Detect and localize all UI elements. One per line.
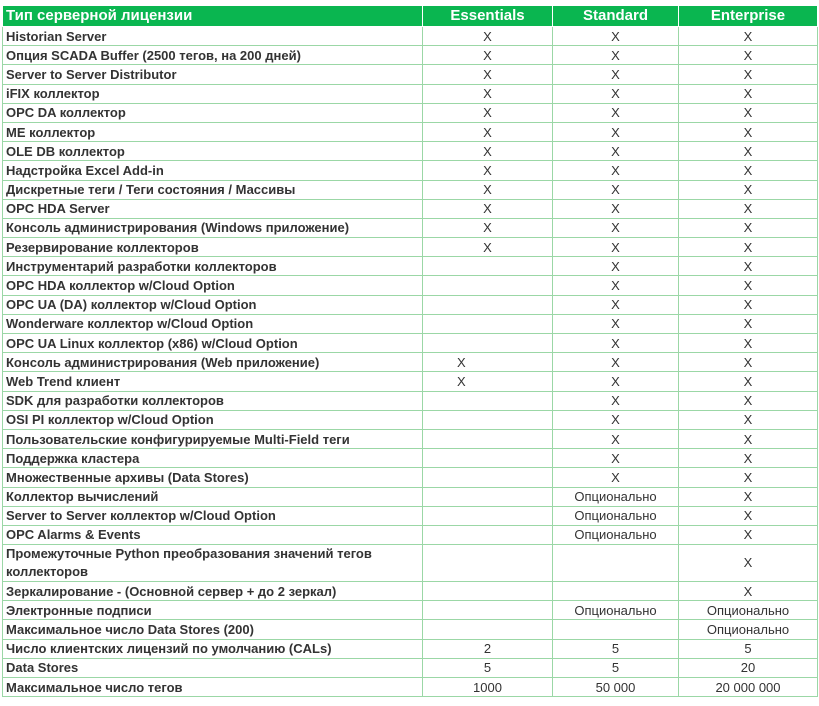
- essentials-cell: [423, 410, 553, 429]
- feature-name-cell: Резервирование коллекторов: [3, 238, 423, 257]
- enterprise-cell: X: [679, 545, 818, 582]
- feature-name-cell: Инструментарий разработки коллекторов: [3, 257, 423, 276]
- standard-cell: X: [553, 46, 679, 65]
- standard-cell: X: [553, 372, 679, 391]
- table-row: [3, 103, 818, 122]
- standard-cell: Опционально: [553, 506, 679, 525]
- standard-cell: X: [553, 142, 679, 161]
- feature-name-cell: Historian Server: [3, 27, 423, 46]
- enterprise-cell: X: [679, 449, 818, 468]
- enterprise-cell: X: [679, 582, 818, 601]
- table-row: [3, 122, 818, 141]
- enterprise-cell: X: [679, 506, 818, 525]
- feature-name-cell: Пользовательские конфигурируемые Multi-Field теги: [3, 429, 423, 448]
- enterprise-cell: X: [679, 122, 818, 141]
- license-comparison-table-wrapper: [2, 5, 817, 697]
- header-enterprise: Enterprise: [679, 6, 818, 27]
- feature-name-cell: Web Trend клиент: [3, 372, 423, 391]
- table-row: [3, 582, 818, 601]
- table-row: [3, 449, 818, 468]
- enterprise-cell: X: [679, 238, 818, 257]
- enterprise-cell: 20 000 000: [679, 678, 818, 697]
- essentials-cell: [423, 449, 553, 468]
- feature-name-cell: Число клиентских лицензий по умолчанию (CALs): [3, 639, 423, 658]
- essentials-cell: X: [423, 142, 553, 161]
- standard-cell: X: [553, 218, 679, 237]
- enterprise-cell: X: [679, 468, 818, 487]
- feature-name-cell: Поддержка кластера: [3, 449, 423, 468]
- essentials-cell: X: [423, 180, 553, 199]
- standard-cell: X: [553, 257, 679, 276]
- table-row: [3, 27, 818, 46]
- standard-cell: X: [553, 468, 679, 487]
- table-row: [3, 372, 818, 391]
- enterprise-cell: X: [679, 65, 818, 84]
- standard-cell: X: [553, 199, 679, 218]
- standard-cell: X: [553, 180, 679, 199]
- essentials-cell: X: [423, 372, 553, 391]
- table-row: [3, 238, 818, 257]
- table-row: [3, 314, 818, 333]
- feature-name-cell: OPC DA коллектор: [3, 103, 423, 122]
- essentials-cell: 5: [423, 658, 553, 677]
- table-row: [3, 334, 818, 353]
- enterprise-cell: X: [679, 295, 818, 314]
- standard-cell: X: [553, 314, 679, 333]
- essentials-cell: 1000: [423, 678, 553, 697]
- feature-name-cell: ME коллектор: [3, 122, 423, 141]
- standard-cell: X: [553, 161, 679, 180]
- feature-name-cell: Максимальное число тегов: [3, 678, 423, 697]
- enterprise-cell: X: [679, 103, 818, 122]
- standard-cell: X: [553, 429, 679, 448]
- feature-name-cell: OPC UA Linux коллектор (x86) w/Cloud Option: [3, 334, 423, 353]
- standard-cell: Опционально: [553, 525, 679, 544]
- essentials-cell: X: [423, 238, 553, 257]
- feature-name-cell: Data Stores: [3, 658, 423, 677]
- standard-cell: X: [553, 238, 679, 257]
- essentials-cell: [423, 506, 553, 525]
- enterprise-cell: X: [679, 257, 818, 276]
- standard-cell: X: [553, 295, 679, 314]
- feature-name-cell: OPC HDA коллектор w/Cloud Option: [3, 276, 423, 295]
- standard-cell: X: [553, 276, 679, 295]
- table-row: [3, 410, 818, 429]
- table-row: [3, 180, 818, 199]
- feature-name-cell: OPC UA (DA) коллектор w/Cloud Option: [3, 295, 423, 314]
- feature-name-cell: OLE DB коллектор: [3, 142, 423, 161]
- table-row: [3, 487, 818, 506]
- table-row: [3, 545, 818, 582]
- standard-cell: X: [553, 122, 679, 141]
- essentials-cell: X: [423, 353, 553, 372]
- table-row: [3, 199, 818, 218]
- enterprise-cell: X: [679, 314, 818, 333]
- standard-cell: X: [553, 84, 679, 103]
- feature-name-cell: Зеркалирование - (Основной сервер + до 2 зеркал): [3, 582, 423, 601]
- table-row: [3, 506, 818, 525]
- feature-name-cell: OSI PI коллектор w/Cloud Option: [3, 410, 423, 429]
- feature-name-cell: Опция SCADA Buffer (2500 тегов, на 200 дней): [3, 46, 423, 65]
- enterprise-cell: X: [679, 199, 818, 218]
- enterprise-cell: Опционально: [679, 601, 818, 620]
- essentials-cell: [423, 314, 553, 333]
- enterprise-cell: X: [679, 142, 818, 161]
- essentials-cell: X: [423, 122, 553, 141]
- header-feature: Тип серверной лицензии: [3, 6, 423, 27]
- standard-cell: [553, 582, 679, 601]
- table-row: [3, 295, 818, 314]
- table-row: [3, 468, 818, 487]
- enterprise-cell: X: [679, 180, 818, 199]
- feature-name-cell: Множественные архивы (Data Stores): [3, 468, 423, 487]
- essentials-cell: [423, 545, 553, 582]
- enterprise-cell: X: [679, 410, 818, 429]
- standard-cell: 50 000: [553, 678, 679, 697]
- enterprise-cell: X: [679, 372, 818, 391]
- enterprise-cell: X: [679, 391, 818, 410]
- feature-name-cell: Надстройка Excel Add-in: [3, 161, 423, 180]
- table-row: [3, 658, 818, 677]
- enterprise-cell: X: [679, 525, 818, 544]
- feature-name-cell: Консоль администрирования (Windows приложение): [3, 218, 423, 237]
- enterprise-cell: X: [679, 429, 818, 448]
- standard-cell: X: [553, 65, 679, 84]
- table-row: [3, 142, 818, 161]
- standard-cell: Опционально: [553, 601, 679, 620]
- feature-name-cell: Дискретные теги / Теги состояния / Массивы: [3, 180, 423, 199]
- license-comparison-table: [2, 5, 818, 697]
- feature-name-cell: Коллектор вычислений: [3, 487, 423, 506]
- essentials-cell: [423, 525, 553, 544]
- enterprise-cell: Опционально: [679, 620, 818, 639]
- feature-name-cell: OPC HDA Server: [3, 199, 423, 218]
- table-row: [3, 353, 818, 372]
- table-row: [3, 46, 818, 65]
- feature-name-cell: Максимальное число Data Stores (200): [3, 620, 423, 639]
- table-row: [3, 65, 818, 84]
- essentials-cell: [423, 487, 553, 506]
- table-row: [3, 161, 818, 180]
- essentials-cell: X: [423, 103, 553, 122]
- enterprise-cell: X: [679, 27, 818, 46]
- essentials-cell: [423, 620, 553, 639]
- essentials-cell: X: [423, 84, 553, 103]
- enterprise-cell: X: [679, 218, 818, 237]
- essentials-cell: [423, 334, 553, 353]
- essentials-cell: [423, 582, 553, 601]
- essentials-cell: X: [423, 46, 553, 65]
- standard-cell: Опционально: [553, 487, 679, 506]
- standard-cell: X: [553, 27, 679, 46]
- feature-name-cell: Wonderware коллектор w/Cloud Option: [3, 314, 423, 333]
- essentials-cell: X: [423, 27, 553, 46]
- feature-name-cell: Server to Server Distributor: [3, 65, 423, 84]
- enterprise-cell: X: [679, 334, 818, 353]
- essentials-cell: [423, 276, 553, 295]
- essentials-cell: [423, 601, 553, 620]
- standard-cell: 5: [553, 658, 679, 677]
- table-body: [3, 27, 818, 697]
- enterprise-cell: X: [679, 276, 818, 295]
- feature-name-cell: OPC Alarms & Events: [3, 525, 423, 544]
- feature-name-cell: SDK для разработки коллекторов: [3, 391, 423, 410]
- standard-cell: [553, 545, 679, 582]
- table-header-row: [3, 6, 818, 27]
- essentials-cell: [423, 468, 553, 487]
- table-row: [3, 639, 818, 658]
- essentials-cell: X: [423, 65, 553, 84]
- essentials-cell: X: [423, 199, 553, 218]
- table-row: [3, 601, 818, 620]
- feature-name-cell: Электронные подписи: [3, 601, 423, 620]
- standard-cell: X: [553, 449, 679, 468]
- standard-cell: X: [553, 103, 679, 122]
- essentials-cell: [423, 257, 553, 276]
- standard-cell: X: [553, 391, 679, 410]
- feature-name-cell: Промежуточные Python преобразования значений тегов коллекторов: [3, 545, 423, 582]
- enterprise-cell: X: [679, 487, 818, 506]
- table-row: [3, 678, 818, 697]
- table-row: [3, 276, 818, 295]
- essentials-cell: 2: [423, 639, 553, 658]
- essentials-cell: X: [423, 161, 553, 180]
- standard-cell: X: [553, 353, 679, 372]
- standard-cell: 5: [553, 639, 679, 658]
- essentials-cell: [423, 391, 553, 410]
- standard-cell: [553, 620, 679, 639]
- header-standard: Standard: [553, 6, 679, 27]
- enterprise-cell: X: [679, 161, 818, 180]
- table-row: [3, 218, 818, 237]
- enterprise-cell: X: [679, 353, 818, 372]
- enterprise-cell: X: [679, 46, 818, 65]
- table-row: [3, 525, 818, 544]
- enterprise-cell: 5: [679, 639, 818, 658]
- table-row: [3, 620, 818, 639]
- essentials-cell: X: [423, 218, 553, 237]
- enterprise-cell: 20: [679, 658, 818, 677]
- table-row: [3, 257, 818, 276]
- feature-name-cell: iFIX коллектор: [3, 84, 423, 103]
- standard-cell: X: [553, 334, 679, 353]
- table-row: [3, 429, 818, 448]
- feature-name-cell: Консоль администрирования (Web приложение): [3, 353, 423, 372]
- essentials-cell: [423, 295, 553, 314]
- feature-name-cell: Server to Server коллектор w/Cloud Option: [3, 506, 423, 525]
- table-row: [3, 391, 818, 410]
- header-essentials: Essentials: [423, 6, 553, 27]
- enterprise-cell: X: [679, 84, 818, 103]
- standard-cell: X: [553, 410, 679, 429]
- essentials-cell: [423, 429, 553, 448]
- table-row: [3, 84, 818, 103]
